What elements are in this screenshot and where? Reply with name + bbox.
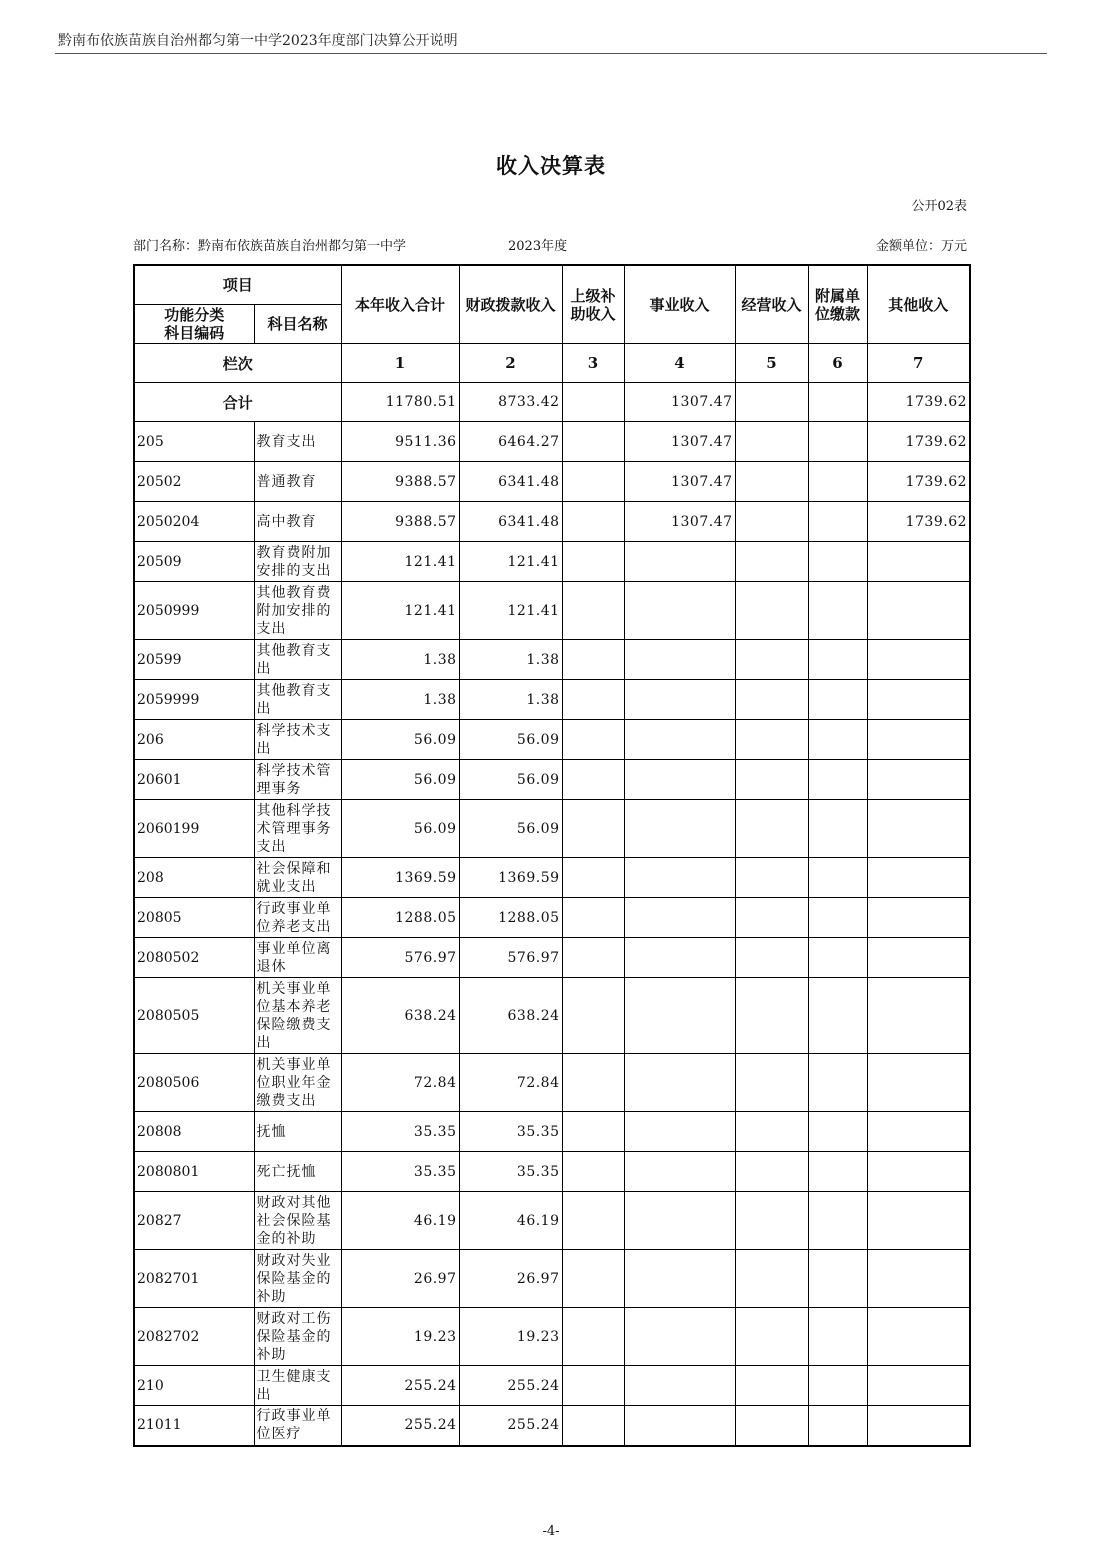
- amount-cell: [808, 1366, 867, 1406]
- subject-name-cell: 社会保障和就业支出: [254, 858, 341, 898]
- amount-cell: [808, 1112, 867, 1152]
- table-number: 公开02表: [911, 199, 967, 214]
- amount-cell: [808, 800, 867, 858]
- amount-cell: [808, 502, 867, 542]
- function-code-cell: 2050204: [134, 502, 254, 542]
- subject-name-cell: 行政事业单位医疗: [254, 1406, 341, 1446]
- amount-cell: [735, 1366, 808, 1406]
- function-code-cell: 20827: [134, 1192, 254, 1250]
- amount-cell: [867, 1366, 970, 1406]
- amount-cell: [735, 542, 808, 582]
- header-affiliated-payment: 附属单位缴款: [808, 265, 867, 344]
- amount-cell: [808, 1406, 867, 1446]
- amount-cell: [562, 720, 624, 760]
- amount-cell: 56.09: [341, 720, 459, 760]
- subject-name-cell: 行政事业单位养老支出: [254, 898, 341, 938]
- table-row: [134, 680, 970, 720]
- amount-cell: 576.97: [341, 938, 459, 978]
- amount-cell: [735, 462, 808, 502]
- amount-cell: [562, 1152, 624, 1192]
- header-item: 项目: [134, 265, 341, 305]
- page-number: -4-: [542, 1524, 560, 1539]
- amount-cell: [735, 938, 808, 978]
- subject-name-cell: 科学技术管理事务: [254, 760, 341, 800]
- amount-cell: [808, 542, 867, 582]
- amount-cell: [562, 978, 624, 1054]
- total-cell: [808, 383, 867, 422]
- amount-cell: [624, 1308, 735, 1366]
- amount-cell: 6341.48: [459, 502, 562, 542]
- table-row: [134, 462, 970, 502]
- amount-cell: [808, 422, 867, 462]
- amount-cell: [562, 422, 624, 462]
- table-row: [134, 720, 970, 760]
- amount-cell: [624, 978, 735, 1054]
- amount-cell: 1369.59: [459, 858, 562, 898]
- function-code-cell: 21011: [134, 1406, 254, 1446]
- amount-cell: [562, 1192, 624, 1250]
- amount-cell: [735, 422, 808, 462]
- total-cell: [735, 383, 808, 422]
- amount-cell: [867, 1152, 970, 1192]
- amount-cell: 1288.05: [459, 898, 562, 938]
- header-operating-income: 经营收入: [735, 265, 808, 344]
- table-row: [134, 1054, 970, 1112]
- subject-name-cell: 教育支出: [254, 422, 341, 462]
- amount-cell: 35.35: [459, 1112, 562, 1152]
- amount-cell: [562, 542, 624, 582]
- table-row: [134, 1250, 970, 1308]
- amount-cell: [867, 1308, 970, 1366]
- function-code-cell: 2080506: [134, 1054, 254, 1112]
- amount-cell: [808, 462, 867, 502]
- amount-cell: [562, 680, 624, 720]
- amount-cell: [867, 800, 970, 858]
- header-business-income: 事业收入: [624, 265, 735, 344]
- amount-cell: [867, 978, 970, 1054]
- subject-name-cell: 事业单位离退休: [254, 938, 341, 978]
- amount-cell: 35.35: [459, 1152, 562, 1192]
- function-code-cell: 205: [134, 422, 254, 462]
- column-index-1: 1: [341, 344, 459, 383]
- column-index-6: 6: [808, 344, 867, 383]
- header-superior-subsidy: 上级补助收入: [562, 265, 624, 344]
- amount-cell: [735, 898, 808, 938]
- column-index-row: [134, 344, 970, 383]
- amount-cell: [867, 1250, 970, 1308]
- column-index-7: 7: [867, 344, 970, 383]
- table-row: [134, 1308, 970, 1366]
- amount-cell: [808, 760, 867, 800]
- function-code-cell: 2060199: [134, 800, 254, 858]
- amount-cell: 1369.59: [341, 858, 459, 898]
- amount-cell: [735, 502, 808, 542]
- amount-cell: [867, 720, 970, 760]
- subject-name-cell: 教育费附加安排的支出: [254, 542, 341, 582]
- amount-cell: [735, 1112, 808, 1152]
- function-code-cell: 210: [134, 1366, 254, 1406]
- amount-cell: [562, 582, 624, 640]
- amount-cell: [562, 858, 624, 898]
- amount-cell: [808, 1308, 867, 1366]
- amount-cell: 6464.27: [459, 422, 562, 462]
- amount-cell: 1.38: [459, 640, 562, 680]
- function-code-cell: 20599: [134, 640, 254, 680]
- amount-cell: 19.23: [459, 1308, 562, 1366]
- amount-cell: 121.41: [459, 582, 562, 640]
- amount-cell: 1739.62: [867, 502, 970, 542]
- total-cell: 1307.47: [624, 383, 735, 422]
- table-row: [134, 1406, 970, 1446]
- amount-cell: [808, 582, 867, 640]
- amount-cell: [808, 720, 867, 760]
- amount-cell: [735, 800, 808, 858]
- amount-cell: [624, 1366, 735, 1406]
- amount-cell: 1.38: [341, 640, 459, 680]
- amount-cell: [562, 1112, 624, 1152]
- subject-name-cell: 高中教育: [254, 502, 341, 542]
- amount-cell: [562, 502, 624, 542]
- subject-name-cell: 财政对失业保险基金的补助: [254, 1250, 341, 1308]
- amount-cell: [562, 640, 624, 680]
- amount-cell: 9388.57: [341, 502, 459, 542]
- amount-cell: [867, 542, 970, 582]
- amount-cell: [624, 760, 735, 800]
- amount-cell: [808, 1250, 867, 1308]
- department-name: 部门名称：黔南布依族苗族自治州都匀第一中学: [133, 239, 407, 254]
- header-rule: [55, 53, 1047, 54]
- table-row: [134, 858, 970, 898]
- header-other-income: 其他收入: [867, 265, 970, 344]
- amount-cell: [867, 680, 970, 720]
- table-row: [134, 938, 970, 978]
- table-row: [134, 640, 970, 680]
- amount-cell: [867, 1406, 970, 1446]
- table-row: [134, 800, 970, 858]
- header-total-income: 本年收入合计: [341, 265, 459, 344]
- subject-name-cell: 抚恤: [254, 1112, 341, 1152]
- subject-name-cell: 其他教育支出: [254, 640, 341, 680]
- amount-cell: [735, 1192, 808, 1250]
- amount-cell: [735, 1152, 808, 1192]
- amount-cell: 1288.05: [341, 898, 459, 938]
- subject-name-cell: 死亡抚恤: [254, 1152, 341, 1192]
- amount-cell: [867, 1112, 970, 1152]
- amount-cell: [624, 640, 735, 680]
- amount-cell: [562, 800, 624, 858]
- amount-cell: 6341.48: [459, 462, 562, 502]
- table-row: [134, 978, 970, 1054]
- function-code-cell: 2080801: [134, 1152, 254, 1192]
- total-cell: 1739.62: [867, 383, 970, 422]
- amount-cell: 121.41: [341, 582, 459, 640]
- amount-cell: [808, 898, 867, 938]
- amount-cell: [562, 1054, 624, 1112]
- amount-cell: [562, 462, 624, 502]
- amount-cell: 121.41: [459, 542, 562, 582]
- function-code-cell: 2080505: [134, 978, 254, 1054]
- amount-cell: 255.24: [459, 1406, 562, 1446]
- function-code-cell: 2059999: [134, 680, 254, 720]
- amount-cell: 255.24: [341, 1406, 459, 1446]
- subject-name-cell: 机关事业单位基本养老保险缴费支出: [254, 978, 341, 1054]
- amount-cell: 46.19: [341, 1192, 459, 1250]
- amount-cell: 9511.36: [341, 422, 459, 462]
- subject-name-cell: 卫生健康支出: [254, 1366, 341, 1406]
- amount-cell: 1739.62: [867, 462, 970, 502]
- amount-cell: 56.09: [459, 800, 562, 858]
- column-index-2: 2: [459, 344, 562, 383]
- subject-name-cell: 科学技术支出: [254, 720, 341, 760]
- subject-name-cell: 其他教育费附加安排的支出: [254, 582, 341, 640]
- amount-cell: [808, 938, 867, 978]
- subject-name-cell: 普通教育: [254, 462, 341, 502]
- total-cell: 8733.42: [459, 383, 562, 422]
- fiscal-year: 2023年度: [508, 239, 568, 254]
- amount-cell: [735, 1406, 808, 1446]
- function-code-cell: 2082702: [134, 1308, 254, 1366]
- subject-name-cell: 财政对其他社会保险基金的补助: [254, 1192, 341, 1250]
- table-row: [134, 1192, 970, 1250]
- subject-name-cell: 机关事业单位职业年金缴费支出: [254, 1054, 341, 1112]
- amount-cell: [624, 1054, 735, 1112]
- amount-cell: [808, 858, 867, 898]
- amount-cell: [867, 760, 970, 800]
- amount-cell: [735, 978, 808, 1054]
- amount-cell: [808, 680, 867, 720]
- amount-cell: 35.35: [341, 1112, 459, 1152]
- amount-cell: [867, 1054, 970, 1112]
- amount-cell: [562, 898, 624, 938]
- amount-cell: [562, 1250, 624, 1308]
- amount-cell: [624, 1406, 735, 1446]
- amount-cell: [624, 542, 735, 582]
- amount-cell: 72.84: [459, 1054, 562, 1112]
- total-row: [134, 383, 970, 422]
- amount-cell: 638.24: [459, 978, 562, 1054]
- table-row: [134, 1152, 970, 1192]
- amount-cell: 56.09: [341, 800, 459, 858]
- amount-cell: 576.97: [459, 938, 562, 978]
- amount-cell: [562, 1366, 624, 1406]
- amount-cell: 46.19: [459, 1192, 562, 1250]
- amount-cell: [808, 978, 867, 1054]
- table-row: [134, 898, 970, 938]
- total-cell: 11780.51: [341, 383, 459, 422]
- amount-cell: [735, 640, 808, 680]
- amount-cell: [562, 1308, 624, 1366]
- amount-cell: [624, 1112, 735, 1152]
- amount-cell: [867, 898, 970, 938]
- amount-cell: 9388.57: [341, 462, 459, 502]
- table-row: [134, 422, 970, 462]
- amount-cell: 56.09: [341, 760, 459, 800]
- function-code-cell: 208: [134, 858, 254, 898]
- amount-cell: [624, 800, 735, 858]
- function-code-cell: 20805: [134, 898, 254, 938]
- table-row: [134, 502, 970, 542]
- function-code-cell: 20502: [134, 462, 254, 502]
- amount-cell: 26.97: [459, 1250, 562, 1308]
- amount-cell: 19.23: [341, 1308, 459, 1366]
- amount-cell: [562, 938, 624, 978]
- amount-unit: 金额单位：万元: [875, 239, 967, 254]
- total-cell: [562, 383, 624, 422]
- amount-cell: [735, 1250, 808, 1308]
- amount-cell: [624, 1152, 735, 1192]
- table-row: [134, 1366, 970, 1406]
- function-code-cell: 20509: [134, 542, 254, 582]
- table-row: [134, 760, 970, 800]
- amount-cell: [867, 1192, 970, 1250]
- function-code-cell: 20808: [134, 1112, 254, 1152]
- amount-cell: [867, 938, 970, 978]
- amount-cell: 638.24: [341, 978, 459, 1054]
- amount-cell: [624, 858, 735, 898]
- amount-cell: [624, 938, 735, 978]
- table-row: [134, 542, 970, 582]
- amount-cell: [562, 1406, 624, 1446]
- amount-cell: 56.09: [459, 760, 562, 800]
- column-index-3: 3: [562, 344, 624, 383]
- amount-cell: [735, 582, 808, 640]
- amount-cell: [867, 582, 970, 640]
- function-code-cell: 20601: [134, 760, 254, 800]
- amount-cell: 255.24: [459, 1366, 562, 1406]
- amount-cell: 1307.47: [624, 462, 735, 502]
- amount-cell: [808, 1192, 867, 1250]
- page-title: 收入决算表: [496, 153, 606, 178]
- amount-cell: 1307.47: [624, 422, 735, 462]
- amount-cell: [735, 858, 808, 898]
- header-function-code: 功能分类 科目编码: [134, 305, 254, 344]
- header-fiscal-appropriation: 财政拨款收入: [459, 265, 562, 344]
- amount-cell: [735, 680, 808, 720]
- table-row: [134, 582, 970, 640]
- amount-cell: [735, 1308, 808, 1366]
- amount-cell: 255.24: [341, 1366, 459, 1406]
- amount-cell: [867, 858, 970, 898]
- amount-cell: [808, 640, 867, 680]
- function-code-cell: 206: [134, 720, 254, 760]
- subject-name-cell: 其他教育支出: [254, 680, 341, 720]
- amount-cell: [624, 582, 735, 640]
- subject-name-cell: 财政对工伤保险基金的补助: [254, 1308, 341, 1366]
- function-code-cell: 2050999: [134, 582, 254, 640]
- amount-cell: [562, 760, 624, 800]
- amount-cell: 72.84: [341, 1054, 459, 1112]
- running-header: 黔南布依族苗族自治州都匀第一中学2023年度部门决算公开说明: [58, 33, 458, 49]
- column-index-5: 5: [735, 344, 808, 383]
- header-subject-name: 科目名称: [254, 305, 341, 344]
- amount-cell: [735, 720, 808, 760]
- amount-cell: [735, 760, 808, 800]
- amount-cell: [624, 720, 735, 760]
- amount-cell: [867, 640, 970, 680]
- column-index-label: 栏次: [134, 344, 341, 383]
- table-row: [134, 1112, 970, 1152]
- amount-cell: [624, 680, 735, 720]
- amount-cell: 56.09: [459, 720, 562, 760]
- amount-cell: 1739.62: [867, 422, 970, 462]
- amount-cell: 1.38: [341, 680, 459, 720]
- amount-cell: [735, 1054, 808, 1112]
- income-final-accounts-table: [133, 264, 971, 1447]
- amount-cell: 121.41: [341, 542, 459, 582]
- amount-cell: [624, 898, 735, 938]
- amount-cell: [808, 1054, 867, 1112]
- column-index-4: 4: [624, 344, 735, 383]
- subject-name-cell: 其他科学技术管理事务支出: [254, 800, 341, 858]
- amount-cell: 1.38: [459, 680, 562, 720]
- amount-cell: [624, 1192, 735, 1250]
- amount-cell: 35.35: [341, 1152, 459, 1192]
- total-label: 合计: [134, 383, 341, 422]
- function-code-cell: 2080502: [134, 938, 254, 978]
- amount-cell: 26.97: [341, 1250, 459, 1308]
- amount-cell: 1307.47: [624, 502, 735, 542]
- amount-cell: [808, 1152, 867, 1192]
- function-code-cell: 2082701: [134, 1250, 254, 1308]
- amount-cell: [624, 1250, 735, 1308]
